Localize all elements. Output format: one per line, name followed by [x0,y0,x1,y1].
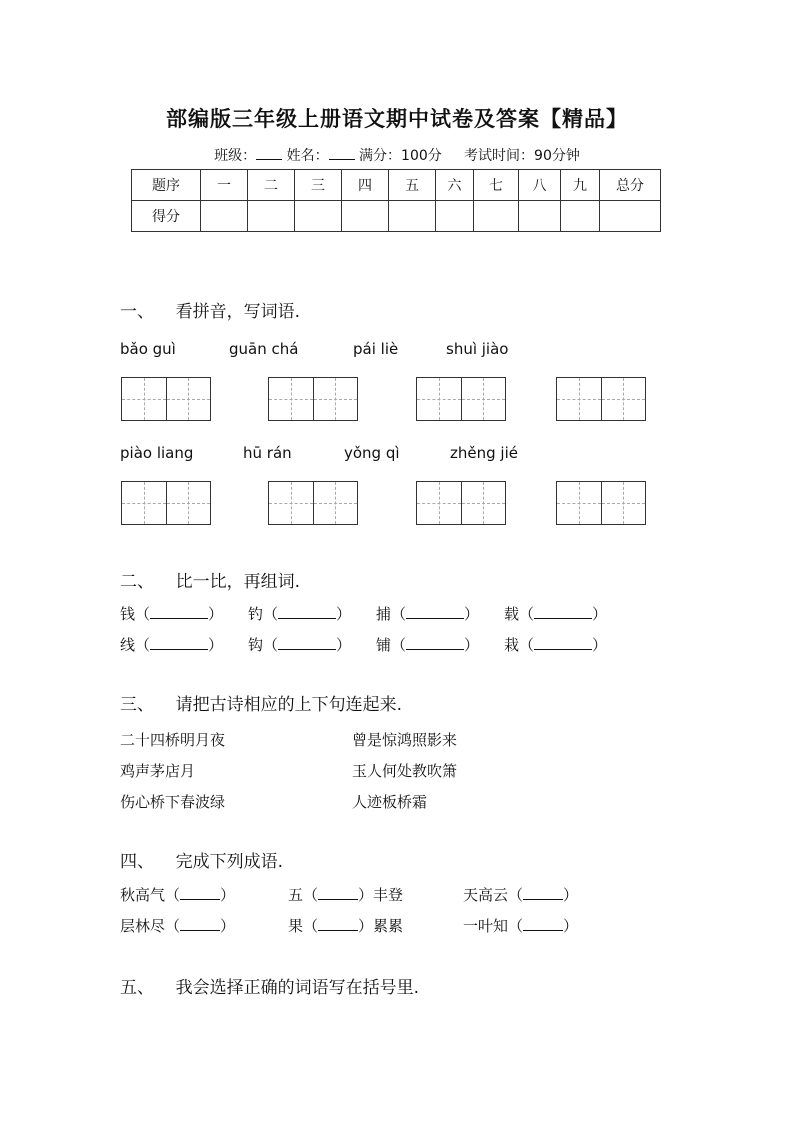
pinyin-item: shuì jiào [446,340,509,358]
score-cell[interactable] [201,201,248,232]
answer-blank[interactable] [180,917,220,931]
answer-blank[interactable] [278,636,336,650]
section-2-heading [120,567,300,592]
pinyin-item: guān chá [229,340,299,358]
header-cell: 六 [436,170,474,201]
idiom-item: 秋高气（ ） [120,886,236,904]
score-cell[interactable] [519,201,561,232]
header-cell: 二 [248,170,295,201]
answer-blank[interactable] [150,636,208,650]
pinyin-item: yǒng qì [344,444,400,462]
answer-blank[interactable] [406,636,464,650]
score-cell[interactable] [474,201,519,232]
compare-item: 捕（ ） [376,605,480,623]
section-number: 二、 [120,572,154,592]
score-table-header-row [132,170,661,201]
section-number: 三、 [120,695,154,715]
score-cell[interactable] [295,201,342,232]
pinyin-item: hū rán [243,444,292,462]
poem-line-left[interactable]: 二十四桥明月夜 [120,731,226,749]
answer-blank[interactable] [150,605,208,619]
answer-blank[interactable] [406,605,464,619]
answer-blank[interactable] [180,886,220,900]
section-title: 完成下列成语. [175,852,284,872]
section-number: 五、 [120,978,154,998]
header-cell: 三 [295,170,342,201]
compare-item: 钓（ ） [248,605,352,623]
header-cell: 题序 [132,170,201,201]
answer-blank[interactable] [523,917,563,931]
pinyin-item: piào liang [120,444,194,462]
answer-blank[interactable] [318,917,358,931]
score-cell[interactable] [561,201,600,232]
student-info-line [0,145,794,165]
writing-grid[interactable] [556,377,646,421]
header-cell: 四 [342,170,389,201]
header-cell: 一 [201,170,248,201]
exam-time: 考试时间：90分钟 [464,148,580,164]
compare-item: 钱（ ） [120,605,224,623]
poem-line-right[interactable]: 曾是惊鸿照影来 [352,731,458,749]
score-table-score-row [132,201,661,232]
compare-item: 栽（ ） [504,636,608,654]
section-title: 我会选择正确的词语写在括号里. [175,978,420,998]
writing-grid[interactable] [416,377,506,421]
poem-line-left[interactable]: 鸡声茅店月 [120,762,196,780]
section-1-heading [120,297,300,322]
score-row-label: 得分 [132,201,201,232]
score-cell[interactable] [248,201,295,232]
idiom-item: 天高云（ ） [463,886,579,904]
writing-grid[interactable] [268,481,358,525]
writing-grid[interactable] [556,481,646,525]
score-cell[interactable] [342,201,389,232]
page-title: 部编版三年级上册语文期中试卷及答案【精品】 [166,107,628,131]
section-3-heading [120,690,402,715]
answer-blank[interactable] [278,605,336,619]
score-table [131,169,661,232]
header-cell: 七 [474,170,519,201]
writing-grid[interactable] [121,481,211,525]
section-title: 比一比，再组词. [175,572,301,592]
writing-grid[interactable] [416,481,506,525]
answer-blank[interactable] [318,886,358,900]
section-4-heading [120,847,283,872]
compare-item: 线（ ） [120,636,224,654]
compare-item: 铺（ ） [376,636,480,654]
idiom-item: 层林尽（ ） [120,917,236,935]
class-label: 班级： [214,148,257,164]
class-blank[interactable] [256,147,282,160]
section-number: 四、 [120,852,154,872]
writing-grid[interactable] [268,377,358,421]
compare-item: 载（ ） [504,605,608,623]
pinyin-item: bǎo guì [120,340,176,358]
score-cell[interactable] [600,201,661,232]
header-cell: 总分 [600,170,661,201]
score-cell[interactable] [436,201,474,232]
section-title: 看拼音，写词语. [175,302,301,322]
idiom-item: 果（ ）累累 [288,917,404,935]
poem-line-right[interactable]: 人迹板桥霜 [352,793,428,811]
full-score: 满分：100分 [359,148,442,164]
idiom-item: 五（ ）丰登 [288,886,404,904]
score-cell[interactable] [389,201,436,232]
pinyin-item: zhěng jié [450,444,518,462]
section-5-heading [120,973,419,998]
answer-blank[interactable] [534,605,592,619]
poem-line-right[interactable]: 玉人何处教吹箫 [352,762,458,780]
idiom-item: 一叶知（ ） [463,917,579,935]
pinyin-item: pái liè [353,340,399,358]
poem-line-left[interactable]: 伤心桥下春波绿 [120,793,226,811]
section-number: 一、 [120,302,154,322]
writing-grid[interactable] [121,377,211,421]
answer-blank[interactable] [534,636,592,650]
answer-blank[interactable] [523,886,563,900]
section-title: 请把古诗相应的上下句连起来. [175,695,403,715]
name-label: 姓名： [286,148,329,164]
name-blank[interactable] [329,147,355,160]
header-cell: 八 [519,170,561,201]
header-cell: 五 [389,170,436,201]
header-cell: 九 [561,170,600,201]
compare-item: 钩（ ） [248,636,352,654]
